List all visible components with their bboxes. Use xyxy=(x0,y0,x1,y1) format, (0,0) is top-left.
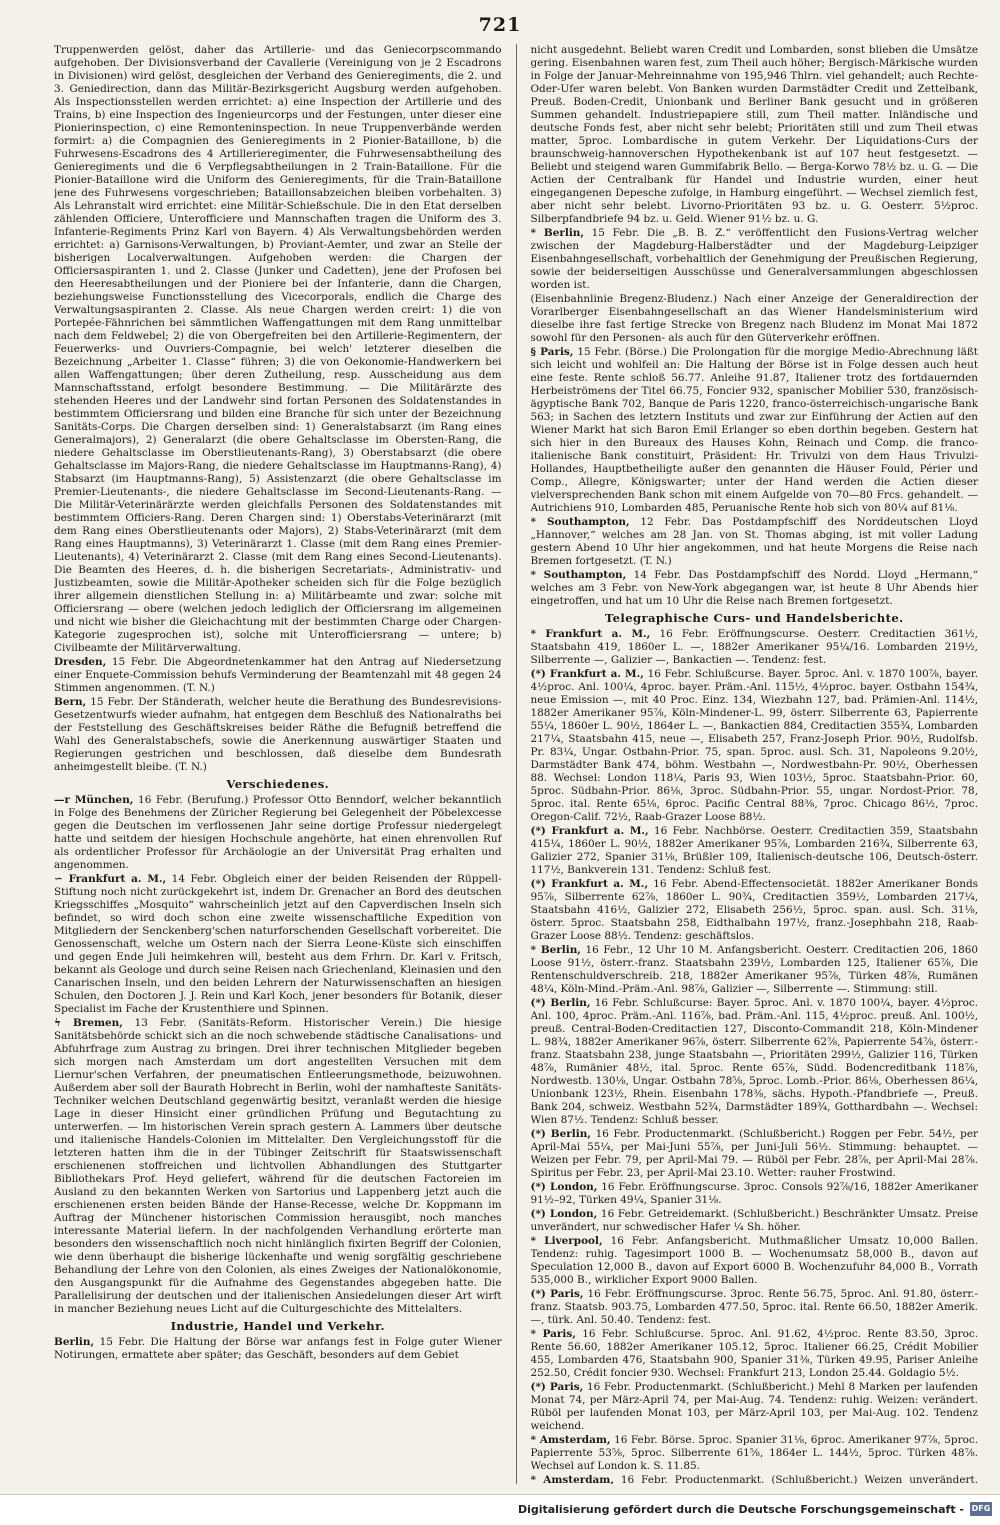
article-bremen xyxy=(54,1017,502,1316)
report-amsterdam-boerse xyxy=(531,1434,979,1473)
dateline: * Southampton, xyxy=(530,569,627,581)
dateline: * Berlin, xyxy=(530,944,581,956)
report-body: 16 Febr. Productenmarkt. (Schlußbericht.) Weizen unverändert. xyxy=(620,1474,979,1484)
article-body: 14 Febr. Das Postdampfschiff des Nordd. Lloyd „Hermann,“ welches am 3 Febr. von New-York abgegangen war, ist heute 8 Uhr Abends hier eingetroffen, und hat um 10 Uhr die Reise nach Bremen fortgesetzt. xyxy=(530,569,979,607)
article-body: 15 Febr. Die „B. B. Z.“ veröffentlicht den Fusions-Vertrag welcher zwischen der Magdeburg-Halberstädter und der Magdeburg-Leipziger Eisenbahngesellschaft, vorbehaltlich der Genehmigung der Preußischen Regierung, sowie der beiderseitigen Ausschüsse und Generalversammlungen abgeschlossen worden ist. xyxy=(530,227,979,291)
report-frankfurt-abend xyxy=(531,878,979,943)
report-body: 16 Febr. Eröffnungscurse. Oesterr. Creditactien 361½, Staatsbahn 419, 1860er L. —, 1882er Amerikaner 95¼/16. Lombarden 219½, Silberrente —, Galizier —, Bankactien —. Tendenz: fest. xyxy=(530,628,979,666)
article-body: 15 Febr. Die Haltung der Börse war anfangs fest in Folge guter Wiener Notirungen, ermattete aber später; das Geschäft, besonders auf dem Gebiet xyxy=(54,1336,502,1361)
dateline: Bern, xyxy=(54,696,87,708)
report-berlin-products xyxy=(531,1128,979,1180)
dateline: * Berlin, xyxy=(530,227,585,239)
dfg-logo: DFG xyxy=(970,1502,992,1516)
dateline: * Frankfurt a. M., xyxy=(530,628,651,640)
article-military-reform: Truppenwerden gelöst, daher das Artillerie- und das Geniecorpscommando aufgehoben. Der Divisionsverband der Cavallerie (Vereinigung von je 2 Escadrons in Divisionen) wird gelöst, desgleichen der Verband des Genieregiments, die 2. und 3. Geniedirection, dann das Militär-Bezirksgericht Augsburg werden aufgehoben. Als Inspectionsstellen werden errichtet: a) eine Inspection der Artillerie und des Trains, b) eine Inspection des Ingenieurcorps und der Festungen, unter dieser eine Pionierinspection, c) eine Remonteninspection. In neue Truppenverbände werden formirt: a) die Compagnien des Genieregiments in 2 Pionier-Bataillone, b) die Fuhrwesens-Escadrons des 4 Artillerieregimenter, die Fuhrwesensabtheilung des Genieregiments und die 6 Verpflegsabtheilungen in 2 Train-Bataillone. Für die Pionier-Bataillone wird die Uniform des Genieregiments, für die Train-Bataillone jene des Fuhrwesens vorgeschrieben; Bataillonsabzeichen bleiben vorbehalten. 3) Als Lehranstalt wird errichtet: eine Militär-Schießschule. Die in den Etat derselben zählenden Officiere, Unterofficiere und Mannschaften tragen die Uniform des 3. Infanterie-Regiments Prinz Karl von Bayern. 4) Als Verwaltungsbehörden werden errichtet: a) Garnisons-Verwaltungen, b) Proviant-Aemter, und zwar an Stelle der bisherigen Localverwaltungen. Aufgehoben werden: die Chargen der Officiersaspiranten 1. und 2. Classe (Junker und Cadetten), jene der Profosen bei den Heeresabtheilungen und der Pioniere bei der Infanterie, dann die Chargen, beziehungsweise Functionsstellung des Vicecorporals, endlich die Charge des Verwaltungsaspiranten 2. Classe. Als neue Chargen werden creirt: 1) die von Portepée-Fähnrichen bei sämmtlichen Waffengattungen mit dem Rang unmittelbar nach dem Feldwebel; 2) die von Obergefreiten bei den Artillerie-Regimentern, der Feuerwerks- und Ouvriers-Compagnie, bei welch' letzterer dieselben die Bezeichnung „Arbeiter 1. Classe“ führen; 3) die von Oekonomie-Handwerkern bei allen Waffengattungen; über deren Zutheilung, resp. Ausscheidung aus dem Mannschaftsstand, erfolgt besondere Bestimmung. — Die Militärärzte des stehenden Heeres und der Landwehr sind fortan Personen des Soldatenstandes in bestimmtem Officiersrang und bilden eine Branche für sich unter der Bezeichnung Sanitäts-Corps. Die Chargen derselben sind: 1) Generalstabsarzt (im Rang eines Generalmajors), 2) Generalarzt (die obere Gehaltsclasse im Obersten-Rang, die niedere Gehaltsclasse im Oberstlieutenants-Rang), 3) Oberstabsarzt (die obere Gehaltsclasse im Majors-Rang, die niedere Gehaltsclasse im Hauptmanns-Rang), 4) Stabsarzt (im Hauptmanns-Rang), 5) Assistenzarzt (die obere Gehaltsclasse im Premier-Lieutenants-, die niedere Gehaltsclasse im Second-Lieutenants-Rang. — Die Militär-Veterinärärzte werden gleichfalls Personen des Soldatenstandes mit bestimmtem Officiers-Rang. Deren Chargen sind: 1) Oberstabs-Veterinärarzt (mit dem Rang eines Oberstlieutenants oder Majors), 2) Stabs-Veterinärarzt (mit dem Rang eines Hauptmanns), 3) Veterinärarzt 1. Classe (mit dem Rang eines Premier-Lieutenants), 4) Veterinärarzt 2. Classe (mit dem Rang eines Second-Lieutenants). Die Beamten des Heeres, d. h. die bisherigen Secretariats-, Administrativ- und Justizbeamten, sowie die Militär-Apotheker scheiden sich für die Folge bezüglich ihrer allgemein dienstlichen Stellung in: a) Militärbeamte und zwar: solche mit Officiersrang — obere (welchen jedoch lediglich der Officiersrang im allgemeinen und nicht wie bisher die Gleichachtung mit der bestimmten Charge oder Chargen-Kategorie zugesprochen ist), solche mit Unterofficiersrang — untere; b) Civilbeamte der Militärverwaltung. xyxy=(54,44,502,654)
page-number: 721 xyxy=(478,14,522,36)
report-body: 16 Febr. Anfangsbericht. Muthmaßlicher Umsatz 10,000 Ballen. Tendenz: ruhig. Tagesimport 1000 B. — Wochenumsatz 58,000 B., davon auf Speculation 12,000 B., davon auf Export 6000 B. Wochenzufuhr 84,000 B., Vorrath 535,000 B., wirklicher Export 9000 Ballen. xyxy=(530,1235,979,1286)
dateline: § Paris, xyxy=(530,346,574,358)
article-southampton-1 xyxy=(531,516,979,568)
section-heading-verschiedenes: Verschiedenes. xyxy=(226,777,330,791)
dateline: ϟ Bremen, xyxy=(54,1017,123,1029)
report-body: 16 Febr. Börse. 5proc. Spanier 31⅛, 6proc. Amerikaner 97⅞, 5proc. Papierrente 53⅝, 5proc. Silberrente 61⅝, 1864er L. 144½, 5proc. Türken 48⅞. Wechsel auf London k. S. 11.85. xyxy=(530,1434,979,1472)
report-frankfurt-nachboerse xyxy=(531,825,979,877)
report-body: 16 Febr. Eröffnungscurse. 3proc. Rente 56.75, 5proc. Anl. 91.80, österr.-franz. Staatsb. 903.75, Lombarden 477.50, 5proc. ital. Rente 66.50, 1882er Amerik. —, türk. Anl. 50.40. Tendenz: fest. xyxy=(530,1288,979,1326)
dateline: (*) Paris, xyxy=(530,1288,584,1300)
dateline: * Amsterdam, xyxy=(530,1474,614,1484)
article-frankfurt xyxy=(54,873,502,1016)
dateline: (*) Berlin, xyxy=(530,997,591,1009)
report-london-opening xyxy=(531,1181,979,1207)
section-heading-telegraphische: Telegraphische Curs- und Handelsberichte. xyxy=(604,611,904,625)
report-frankfurt-closing xyxy=(531,668,979,824)
article-berlin-fusion xyxy=(531,227,979,292)
report-berlin-closing xyxy=(531,997,979,1127)
report-body: 16 Febr. Schlußcurse. Bayer. 5proc. Anl. v. 1870 100⅞, bayer. 4½proc. Anl. 100¼, 4proc. bayer. Präm.-Anl. 115½, 4½proc. bayer. Ostbahn 154¾, neue Emission —, mit 40 Proc. Einz. 134, Wiezbahn 127, bad. Prämien-Anl. 114½, 1882er Amerikaner 95⅞, Köln-Mindener-L. 99, österr. Silberrente 63, Papierrente 55¼, 1860er L. 90½, 1864er L. —, Bankactien 884, Creditactien 355¾, Lombarden 217¼, Staatsbahn 415, neue —, Elisabeth 257, Franz-Joseph Prior. 90½, Rudolfsb. Pr. 83¼, Ungar. Ostbahn-Prior. 75, span. 5proc. ausl. Sch. 31, Napoleons 9.20½, Darmstädter Bank 474, böhm. Westbahn —, Nordwestbahn-Pr. 90½, Oberhessen 88. Wechsel: London 118¼, Paris 93, Wien 103½, 5proc. Staatsbahn-Prior. 60, 5proc. Südbahn-Prior. 86⅛, 3proc. Südbahn-Prior. 55, ungar. Nordost-Prior. 78, 5proc. ital. Rente 65⅛, 6proc. Pacific Central 88⅜, 7proc. Chicago 86½, 7proc. Oregon-Calif. 72½, Raab-Grazer Loose 88½. xyxy=(530,668,979,823)
dateline: (*) London, xyxy=(530,1181,598,1193)
report-liverpool xyxy=(531,1235,979,1287)
dateline: (*) London, xyxy=(530,1208,598,1220)
article-body: 15 Febr. Der Ständerath, welcher heute die Berathung des Bundesrevisions-Gesetzentwurfs wieder aufnahm, hat entgegen dem Beschluß des Nationalraths bei der Feststellung des Geschäftskreises beider Räthe die Befugniß betreffend die Wahl des Generalstabschefs, sowie die Anerkennung auswärtiger Staaten und Regierungen gestrichen und beschlossen, daß dieselbe dem Bundesrath anheimgestellt bleibe. (T. N.) xyxy=(54,696,502,773)
dateline: (*) Frankfurt a. M., xyxy=(530,668,644,680)
report-london-grain xyxy=(531,1208,979,1234)
article-southampton-2 xyxy=(531,569,979,608)
dateline: (*) Paris, xyxy=(530,1381,584,1393)
report-body: 16 Febr. Schlußcurse. 5proc. Anl. 91.62, 4½proc. Rente 83.50, 3proc. Rente 56.60, 1882er Amerikaner 105.12, 5proc. Italiener 66.25, Crédit Mobilier 455, Lombarden 476, Staatsbahn 900, Spanier 31⅜, Türken 49.95, Pariser Anleihe 252.50, Crédit foncier 930. Wechsel: Frankfurt 213, London 25.44. Goldagio 5½. xyxy=(530,1328,979,1379)
footer-credit-text: Digitalisierung gefördert durch die Deutsche Forschungsgemeinschaft - xyxy=(517,1503,964,1516)
report-body: 16 Febr. Eröffnungscurse. 3proc. Consols 92⅞/16, 1882er Amerikaner 91½–92, Türken 49¼, Spanier 31⅛. xyxy=(530,1181,979,1206)
article-columns xyxy=(54,44,978,1484)
dateline: (*) Berlin, xyxy=(530,1128,591,1140)
section-heading-industrie: Industrie, Handel und Verkehr. xyxy=(170,1319,385,1333)
dateline: * Liverpool, xyxy=(530,1235,603,1247)
article-paris-boerse xyxy=(531,346,979,515)
dateline: (*) Frankfurt a. M., xyxy=(530,825,649,837)
dateline: —r München, xyxy=(54,794,134,806)
article-body: 15 Febr. (Börse.) Die Prolongation für die morgige Medio-Abrechnung läßt sich leicht und wohlfeil an: Die Haltung der Börse ist in Folge dessen auch heut eine feste. Rente schloß 56.77. Anleihe 91.87, Italiener trotz des fortdauernden Herbeiströmens der Titel 66.75, Foncier 932, spanischer Mobilier 530, französisch-ägyptische Bank 702, Banque de Paris 1220, franco-österreichisch-ungarische Bank 563; in Sachen des letztern Instituts und zwar zur Einführung der Actien auf den Wiener Markt hat sich Baron Emil Erlanger so eben dorthin begeben. Gestern hat sich hier in den Bureaux des Hauses Kohn, Reinach und Comp. die franco-italienische Bank constituirt, Präsident: Hr. Trivulzi von dem Haus Trivulzi-Hollandes, Hauptbetheiligte außer den genannten die Häuser Fould, Périer und Comp., Allegre, Königswarter; unter der Hand werden die Actien dieser vielversprechenden Bank schon mit einem Aufgelde von 70—80 Frcs. gehandelt. — Autrichiens 910, Lombarden 485, Peruanische Rente hob sich von 80¼ auf 81⅛. xyxy=(530,346,979,514)
column-divider xyxy=(516,44,517,1484)
report-paris-closing xyxy=(531,1328,979,1380)
article-body: 15 Febr. Die Abgeordnetenkammer hat den Antrag auf Niedersetzung einer Enquete-Commission behufs Verminderung der Beamtenzahl mit 48 gegen 24 Stimmen angenommen. (T. N.) xyxy=(54,656,502,694)
dateline: ∽ Frankfurt a. M., xyxy=(54,873,167,885)
report-amsterdam-products xyxy=(531,1474,979,1484)
report-body: 16 Febr. Nachbörse. Oesterr. Creditactien 359, Staatsbahn 415¼, 1860er L. 90½, 1882er Amerikaner 95⅞, Lombarden 216¾, Silberrente 63, Galizier 272, Spanier 31⅛, Brüßler 109, Italienisch-deutsche 106, Deutsch-österr. 117½, Bankverein 131. Tendenz: Schluß fest. xyxy=(530,825,979,876)
report-paris-products xyxy=(531,1381,979,1433)
report-berlin-opening xyxy=(531,944,979,996)
dateline: Berlin, xyxy=(54,1336,95,1348)
article-berlin-boerse xyxy=(54,1336,502,1362)
left-column xyxy=(54,44,502,1484)
report-body: 16 Febr. Productenmarkt. (Schlußbericht.) Mehl 8 Marken per laufenden Monat 74, per März-April 74, per Mai-Aug. 74. Tendenz: ruhig. Weizen: verändert. Rüböl per laufenden Monat 103, per März-April 103, per Mai-Aug. 102. Tendenz weichend. xyxy=(530,1381,979,1432)
dateline: * Amsterdam, xyxy=(530,1434,611,1446)
digitization-footer xyxy=(0,1494,1000,1525)
article-bregenz: (Eisenbahnlinie Bregenz-Bludenz.) Nach einer Anzeige der Generaldirection der Vorarlberger Eisenbahngesellschaft an das Wiener Handelsministerium wird dieselbe ihre fast fertige Strecke von Bregenz nach Bludenz im Monat Mai 1872 sowohl für den Personen- als auch für den Güterverkehr eröffnen. xyxy=(530,293,979,344)
report-body: 16 Febr. Schlußcurse: Bayer. 5proc. Anl. v. 1870 100¼, bayer. 4½proc. Anl. 100, 4proc. Präm.-Anl. 116⅞, bad. Präm.-Anl. 115, 4½proc. preuß. Anl. 100½, preuß. Central-Boden-Creditactien 127, Disconto-Commandit 218, Köln-Mindener L. 98¾, 1882er Amerikaner 96⅞, österr. Silberrente 62⅞, Papierrente 54⅞, österr.-franz. Staatsbahn 238, junge Staatsbahn —, Prioritäten 299½, Galizier 116, Türken 48⅞, Rumänier 48½, ital. 5proc. Rente 65⅞, Südd. Bodencreditbank 118⅞, Nordwestb. 130⅛, Ungar. Ostbahn 78⅝, 5proc. Lomb.-Prior. 86⅛, Oberhessen 86¼, Unionbank 123½, Rhein. Eisenbahn 178⅜, sächs. Hypoth.-Pfandbriefe —, Preuß. Bank 204, schweiz. Westbahn 52¾, Darmstädter 189¾, Gotthardbahn —. Wechsel: Wien 87½. Tendenz: Schluß besser. xyxy=(530,997,979,1126)
right-column xyxy=(531,44,979,1484)
article-muenchen xyxy=(54,794,502,872)
report-paris-opening xyxy=(531,1288,979,1327)
article-body: 14 Febr. Obgleich einer der beiden Reisenden der Rüppell-Stiftung noch nicht zurückgekehrt ist, indem Dr. Grenacher an Bord des deutschen Kriegsschiffes „Mosquito“ wahrscheinlich jetzt auf den Capverdischen Inseln sich befindet, so wird doch schon eine zweite wissenschaftliche Expedition von Mitgliedern der Senckenberg'schen naturforschenden Gesellschaft vorbereitet. Die Genossenschaft, welche um Ostern nach der Sierra Leone-Küste sich einschiffen und gegen Ende Juli heimkehren will, besteht aus dem Frhrn. Dr. Karl v. Fritsch, bekannt als Geologe und durch seine Reisen nach Griechenland, Kleinasien und den Canarischen Inseln, und den beiden Lehrern der Naturwissenschaften an hiesigen Schulen, den Doctoren J. J. Rein und Karl Koch, jener besonders für Botanik, dieser Specialist im Fache der Krustenthiere und Spinnen. xyxy=(54,873,502,1015)
report-body: 16 Febr. Abend-Effectensocietät. 1882er Amerikaner Bonds 95⅞, Silberrente 62⅞, 1860er L. 90¾, Creditactien 359½, Lombarden 217¼, Staatsbahn 416½, Galizier 272, Elisabeth 256½, 5proc. span. ausl. Sch. 31⅛, österr. 5proc. Staatsbahn 258, Eidthalbahn 197½, franz.-Josephbahn 218, Raab-Grazer Loose 88½. Tendenz: geschäftslos. xyxy=(530,878,979,942)
report-frankfurt-opening xyxy=(531,628,979,667)
article-body: 12 Febr. Das Postdampfschiff des Norddeutschen Lloyd „Hannover,“ welches am 28 Jan. von St. Thomas abging, ist mit voller Ladung gestern Abend 10 Uhr hier angekommen, und hat heute Morgens die Reise nach Bremen fortgesetzt. (T. N.) xyxy=(530,516,979,567)
dateline: * Southampton, xyxy=(530,516,630,528)
article-bern xyxy=(54,696,502,774)
article-dresden xyxy=(54,656,502,695)
article-body: 13 Febr. (Sanitäts-Reform. Historischer Verein.) Die hiesige Sanitätsbehörde schickt sich an die noch schwebende städtische Canalisations- und Abfuhrfrage zum Austrag zu bringen. Drei ihrer technischen Mitglieder begeben sich morgen nach Amsterdam um dort angestellten Versuchen mit dem Liernur'schen Verfahren, der pneumatischen Entleerungsmethode, beizuwohnen. Außerdem aber soll der Baurath Hobrecht in Berlin, wohl der namhafteste Sanitäts-Techniker welchen Deutschland gegenwärtig besitzt, veranlaßt werden die hiesige Lage in dieser Hinsicht einer gründlichen Prüfung und Begutachtung zu unterwerfen. — Im historischen Verein sprach gestern A. Lammers über deutsche und italienische Handels-Colonien im Mittelalter. Den Vergleichungsstoff für die letzteren hatten ihm die in der Tübinger Zeitschrift für Staatswissenschaft erschienenen stoffreichen und lichtvollen Abhandlungen des Stuttgarter Bibliothekars Prof. Heyd geliefert, während für die deutschen Factoreien im Ausland zu den bekannten Werken von Sartorius und Lappenberg jetzt auch die erschienenen ersten beiden Bände der Hanse-Recesse, welche Dr. Koppmann im Auftrag der Münchener historischen Commission herausgibt, noch manches interessante Material liefern. In der nachfolgenden Verhandlung erörterte man besonders den wissenschaftlich noch nicht hinlänglich fixirten Begriff der Colonien, wie denn überhaupt die bisherige lückenhafte und wenig sorgfältig geschriebene Behandlung der Lehre von den Colonien, als eines Zweiges der Nationalökonomie, den Ausgangspunkt für die Aufnahme des Gegenstandes abgegeben hatte. Die Parallelisirung der deutschen und der italienischen Ansiedelungen dieser Art wirft in mancher Beziehung neues Licht auf die Culturgeschichte des Mittelalters. xyxy=(54,1017,502,1315)
report-body: 16 Febr. Productenmarkt. (Schlußbericht.) Roggen per Febr. 54½, per April-Mai 55¼, per Mai-Juni 55⅞, per Juni-Juli 56½. Stimmung: behauptet. — Weizen per Febr. 79, per April-Mai 79. — Rüböl per Febr. 28⅞, per April-Mai 28⅞. Spiritus per Febr. 23, per April-Mai 23.10. Wetter: rauher Frostwind. xyxy=(530,1128,979,1179)
dateline: Dresden, xyxy=(54,656,107,668)
report-body: 16 Febr., 12 Uhr 10 M. Anfangsbericht. Oesterr. Creditactien 206, 1860 Loose 91½, österr.-franz. Staatsbahn 239½, Lombarden 125, Italiener 65⅞, Die Rentenschuldverschreib. 218, 1882er Amerikaner 95⅞, Türken 48⅞, Rumänen 48¼, Köln-Mind.-Präm.-Anl. 98⅞, Galizier —, Silberrente —. Stimmung: still. xyxy=(530,944,979,995)
report-body: 16 Febr. Getreidemarkt. (Schlußbericht.) Beschränkter Umsatz. Preise unverändert, nur schwedischer Hafer ¼ Sh. höher. xyxy=(530,1208,979,1233)
article-body: 16 Febr. (Berufung.) Professor Otto Benndorf, welcher bekanntlich in Folge des Benehmens der Züricher Regierung bei Gelegenheit der Pöbelexcesse gegen die Deutschen im verflossenen Jahr seine dortige Professur niedergelegt hatte und seitdem der hiesigen Hochschule angehörte, hat einen ehrenvollen Ruf als ordentlicher Professor für Archäologie an der Universität Prag erhalten und angenommen. xyxy=(54,794,502,871)
dateline: (*) Frankfurt a. M., xyxy=(530,878,649,890)
dateline: * Paris, xyxy=(530,1328,576,1340)
article-berlin-boerse-cont: nicht ausgedehnt. Beliebt waren Credit und Lombarden, sonst blieben die Umsätze gering. Eisenbahnen waren fest, zum Theil auch höher; Bergisch-Märkische wurden in Folge der Januar-Mehreinnahme von 195,946 Thlrn. viel gehandelt; auch Rechte-Oder-Ufer waren belebt. Von Banken wurden Darmstädter Credit und Zettelbank, Preuß. Boden-Credit, Unionbank und Berliner Bank gesucht und in größeren Summen gehandelt. Industriepapiere still, zum Theil matter. Inländische und deutsche Fonds fest, aber nicht sehr belebt; Prioritäten still und zum Theil etwas matter, 5proc. Lombardische in gutem Verkehr. Der Liquidations-Curs der braunschweig-hannoverschen Hypothekenbank ist auf 107 heut festgesetzt. — Beliebt und steigend waren Gummifabrik Bello. — Berga-Korwo 78½ bz. u. G. — Die Actien der Centralbank für Handel und Industrie wurden, einer heut eingegangenen Depesche zufolge, in Hamburg eingeführt. — Wechsel ziemlich fest, aber nicht sehr belebt. Livorno-Prioritäten 93 bz. u. G. Oesterr. 5½proc. Silberpfandbriefe 94 bz. u. Geld. Wiener 91½ bz. u. G. xyxy=(530,44,979,225)
